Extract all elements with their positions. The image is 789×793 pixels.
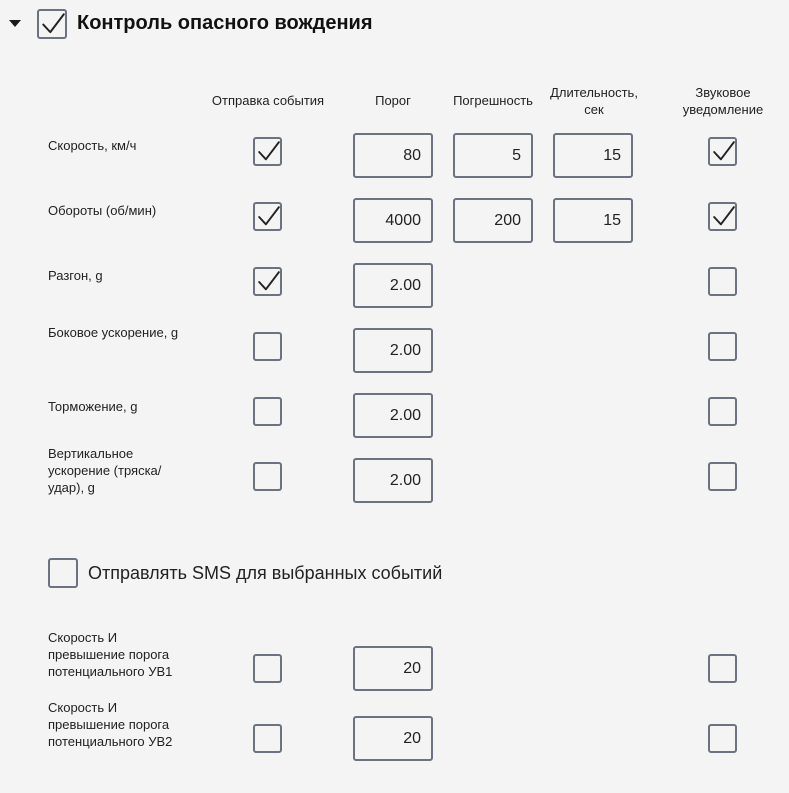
rpm-threshold-input[interactable]: 4000	[353, 198, 433, 243]
column-header-send-event: Отправка события	[211, 93, 325, 108]
column-header-sound: Звуковое уведомление	[682, 85, 764, 117]
checkmark-icon	[256, 269, 281, 294]
speed-send-event-checkbox[interactable]	[253, 137, 282, 166]
uv2-send-event-checkbox[interactable]	[253, 724, 282, 753]
vertical-send-event-checkbox[interactable]	[253, 462, 282, 491]
uv1-threshold-input[interactable]: 20	[353, 646, 433, 691]
row-label-braking: Торможение, g	[48, 399, 138, 414]
vertical-threshold-input[interactable]: 2.00	[353, 458, 433, 503]
uv1-send-event-checkbox[interactable]	[253, 654, 282, 683]
lateral-sound-checkbox[interactable]	[708, 332, 737, 361]
uv2-sound-checkbox[interactable]	[708, 724, 737, 753]
acceleration-threshold-input[interactable]: 2.00	[353, 263, 433, 308]
sms-label: Отправлять SMS для выбранных событий	[88, 563, 443, 583]
acceleration-send-event-checkbox[interactable]	[253, 267, 282, 296]
rpm-send-event-checkbox[interactable]	[253, 202, 282, 231]
braking-threshold-input[interactable]: 2.00	[353, 393, 433, 438]
rpm-sound-checkbox[interactable]	[708, 202, 737, 231]
row-label-rpm: Обороты (об/мин)	[48, 203, 157, 218]
column-header-duration: Длительность, сек	[550, 85, 638, 117]
checkmark-icon	[40, 11, 66, 37]
row-label-speed: Скорость, км/ч	[48, 138, 137, 153]
row-label-lateral-acceleration: Боковое ускорение, g	[48, 325, 179, 340]
collapse-caret-icon[interactable]	[9, 20, 21, 27]
vertical-sound-checkbox[interactable]	[708, 462, 737, 491]
checkmark-icon	[256, 139, 281, 164]
row-label-potential-uv1: Скорость И превышение порога потенциального УВ1	[48, 630, 173, 679]
checkmark-icon	[256, 204, 281, 229]
lateral-threshold-input[interactable]: 2.00	[353, 328, 433, 373]
section-enable-checkbox[interactable]	[37, 9, 67, 39]
checkmark-icon	[711, 204, 736, 229]
acceleration-sound-checkbox[interactable]	[708, 267, 737, 296]
section-title: Контроль опасного вождения	[77, 12, 373, 34]
uv2-threshold-input[interactable]: 20	[353, 716, 433, 761]
column-header-threshold: Порог	[375, 93, 411, 108]
rpm-tolerance-input[interactable]: 200	[453, 198, 533, 243]
row-label-acceleration: Разгон, g	[48, 268, 103, 283]
sms-checkbox[interactable]	[48, 558, 78, 588]
row-label-vertical-acceleration: Вертикальное ускорение (тряска/ удар), g	[48, 446, 162, 495]
speed-threshold-input[interactable]: 80	[353, 133, 433, 178]
column-header-tolerance: Погрешность	[453, 93, 533, 108]
lateral-send-event-checkbox[interactable]	[253, 332, 282, 361]
braking-sound-checkbox[interactable]	[708, 397, 737, 426]
braking-send-event-checkbox[interactable]	[253, 397, 282, 426]
checkmark-icon	[711, 139, 736, 164]
rpm-duration-input[interactable]: 15	[553, 198, 633, 243]
row-label-potential-uv2: Скорость И превышение порога потенциального УВ2	[48, 700, 173, 749]
speed-sound-checkbox[interactable]	[708, 137, 737, 166]
speed-duration-input[interactable]: 15	[553, 133, 633, 178]
speed-tolerance-input[interactable]: 5	[453, 133, 533, 178]
uv1-sound-checkbox[interactable]	[708, 654, 737, 683]
